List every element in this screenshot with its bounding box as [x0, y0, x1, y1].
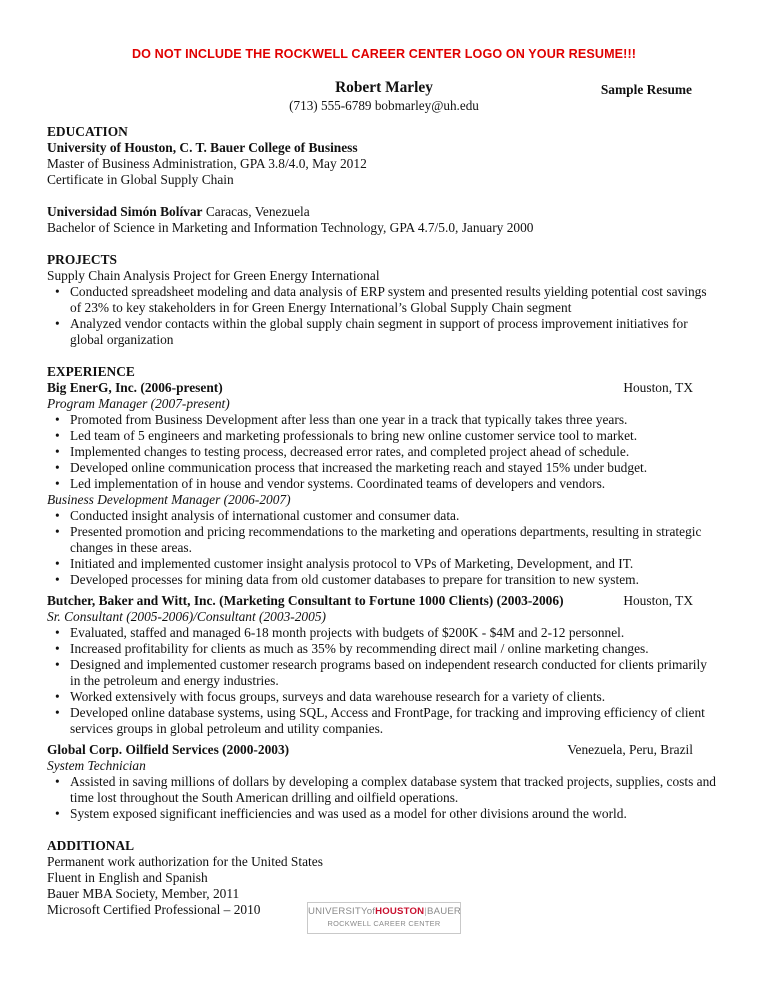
job-entry [47, 593, 719, 737]
bullet-item: • Initiated and implemented customer insight analysis protocol to VPs of Marketing, Development, and IT. [47, 556, 719, 572]
education-degree-1: Master of Business Administration, GPA 3.8/4.0, May 2012 [47, 156, 367, 171]
logo-warning: DO NOT INCLUDE THE ROCKWELL CAREER CENTER LOGO ON YOUR RESUME!!! [131, 47, 637, 61]
education-section [47, 124, 719, 236]
education-degree-2: Bachelor of Science in Marketing and Information Technology, GPA 4.7/5.0, January 2000 [47, 220, 534, 235]
job-company: Big EnerG, Inc. (2006-present) [47, 380, 223, 395]
bullet-item: • Analyzed vendor contacts within the global supply chain segment in support of process improvement initiatives for global organization [47, 316, 719, 348]
job-role-bullets [47, 412, 719, 492]
job-location: Houston, TX [623, 380, 693, 395]
logo-divider: | [424, 906, 427, 917]
bullet-item: • Designed and implemented customer research programs based on independent research conducted for clients primarily in the petroleum and energy industries. [47, 657, 719, 689]
experience-heading: EXPERIENCE [47, 364, 135, 379]
logo-wordmark [308, 905, 460, 918]
logo-center-text: ROCKWELL CAREER CENTER [327, 919, 441, 928]
projects-section [47, 252, 719, 348]
bullet-item: • Led team of 5 engineers and marketing professionals to bring new online customer service tool to market. [47, 428, 719, 444]
contact-line: (713) 555-6789 bobmarley@uh.edu [289, 98, 479, 113]
logo-university-text: UNIVERSITYof [308, 906, 376, 917]
education-school-1: University of Houston, C. T. Bauer College of Business [47, 140, 358, 155]
project-name: Supply Chain Analysis Project for Green Energy International [47, 268, 380, 283]
bullet-item: • Evaluated, staffed and managed 6-18 month projects with budgets of $200K - $4M and 2-12 personnel. [47, 625, 719, 641]
logo-bauer-text: BAUER [427, 906, 462, 917]
bullet-item: • Assisted in saving millions of dollars by developing a complex database system that tracked projects, supplies, costs and time lost throughout the South American drilling and oilfield operations. [47, 774, 719, 806]
logo-houston-text: HOUSTON [375, 906, 425, 917]
bullet-item: • Led implementation of in house and vendor systems. Coordinated teams of developers and vendors. [47, 476, 719, 492]
education-school-2-location: Caracas, Venezuela [202, 204, 310, 219]
job-role-bullets [47, 508, 719, 588]
job-role-bullets [47, 625, 719, 737]
job-role-bullets [47, 774, 719, 822]
candidate-name: Robert Marley [335, 79, 433, 96]
bullet-item: • Promoted from Business Development after less than one year in a track that typically takes three years. [47, 412, 719, 428]
education-school-2: Universidad Simón Bolívar [47, 204, 203, 219]
job-entry [47, 742, 719, 822]
bullet-item: • Worked extensively with focus groups, surveys and data warehouse research for a variety of clients. [47, 689, 719, 705]
additional-item: Bauer MBA Society, Member, 2011 [47, 886, 240, 901]
job-company: Butcher, Baker and Witt, Inc. (Marketing Consultant to Fortune 1000 Clients) (2003-2006) [47, 593, 564, 608]
bullet-item: • Implemented changes to testing process, decreased error rates, and completed project ahead of schedule. [47, 444, 719, 460]
bullet-item: • Developed online communication process that increased the marketing reach and stayed 15% under budget. [47, 460, 719, 476]
resume-body [47, 124, 719, 918]
projects-heading: PROJECTS [47, 252, 117, 267]
job-entry [47, 380, 719, 588]
experience-section [47, 364, 719, 822]
sample-resume-tag: Sample Resume [600, 82, 692, 97]
job-role-title: Sr. Consultant (2005-2006)/Consultant (2003-2005) [47, 609, 326, 624]
additional-heading: ADDITIONAL [47, 838, 135, 853]
bullet-item: • System exposed significant inefficiencies and was used as a model for other divisions around the world. [47, 806, 719, 822]
bullet-item: • Presented promotion and pricing recommendations to the marketing and operations departments, resulting in strategic changes in these areas. [47, 524, 719, 556]
bullet-item: • Conducted spreadsheet modeling and data analysis of ERP system and presented results yielding potential cost savings of 23% to key stakeholders in for Green Energy International’s Global Supply Chain segment [47, 284, 719, 316]
bullet-item: • Increased profitability for clients as much as 35% by recommending direct mail / online marketing changes. [47, 641, 719, 657]
education-heading: EDUCATION [47, 124, 128, 139]
rockwell-career-center-logo [307, 902, 461, 934]
job-role-title: Business Development Manager (2006-2007) [47, 492, 291, 507]
job-location: Houston, TX [623, 593, 693, 608]
job-role-title: Program Manager (2007-present) [47, 396, 230, 411]
job-company: Global Corp. Oilfield Services (2000-2003) [47, 742, 290, 757]
additional-item: Microsoft Certified Professional – 2010 [47, 902, 261, 917]
job-role-title: System Technician [47, 758, 146, 773]
education-certificate: Certificate in Global Supply Chain [47, 172, 234, 187]
project-bullets [47, 284, 719, 348]
bullet-item: • Developed processes for mining data from old customer databases to prepare for transition to new system. [47, 572, 719, 588]
job-location: Venezuela, Peru, Brazil [567, 742, 693, 757]
additional-item: Fluent in English and Spanish [47, 870, 208, 885]
bullet-item: • Conducted insight analysis of international customer and consumer data. [47, 508, 719, 524]
additional-item: Permanent work authorization for the United States [47, 854, 323, 869]
bullet-item: • Developed online database systems, using SQL, Access and FrontPage, for tracking and improving efficiency of client services groups in global petroleum and utility companies. [47, 705, 719, 737]
education-school-2-line [47, 204, 719, 220]
